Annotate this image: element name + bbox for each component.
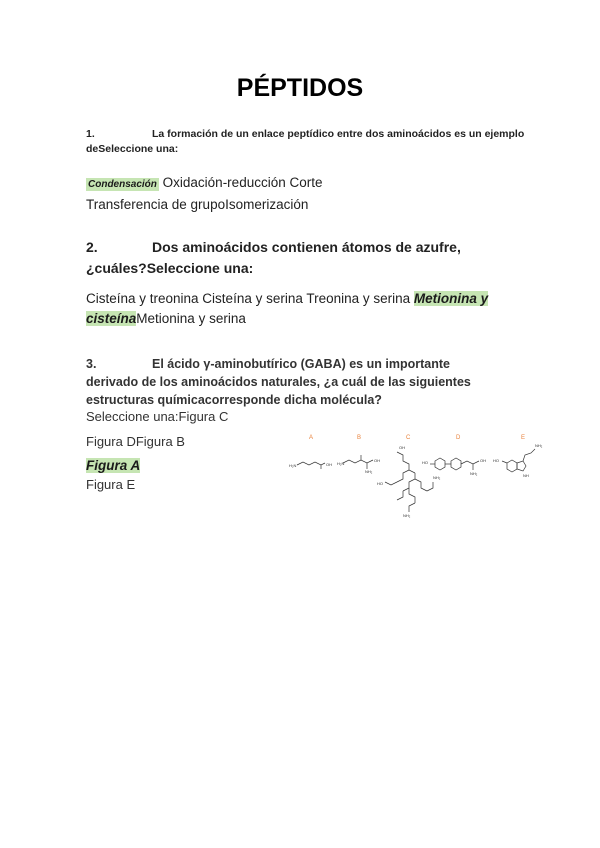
- svg-text:OH: OH: [326, 462, 332, 467]
- svg-text:H₂N: H₂N: [337, 461, 345, 466]
- question-text: Dos aminoácidos contienen átomos de azufre,: [152, 239, 461, 255]
- svg-text:H₂N: H₂N: [289, 463, 297, 468]
- svg-text:NH₂: NH₂: [365, 469, 373, 474]
- answer-options-2: [86, 289, 526, 329]
- structure-d: [430, 458, 479, 470]
- answer-option[interactable]: Oxidación-reducción Corte: [158, 175, 323, 190]
- question-text-cont: ¿cuáles?Seleccione una:: [86, 260, 254, 276]
- svg-text:NH₂: NH₂: [433, 475, 441, 480]
- svg-text:HO: HO: [493, 458, 499, 463]
- question-text: La formación de un enlace peptídico entre dos aminoácidos es un ejemplo deSeleccione una:: [86, 128, 525, 155]
- question-text: El ácido γ-aminobutírico (GABA) es un importante: [152, 357, 450, 371]
- structure-b: [343, 455, 373, 469]
- figure-label-e: E: [521, 435, 526, 441]
- answer-option[interactable]: Seleccione una:Figura C: [86, 409, 229, 424]
- svg-text:HO: HO: [377, 481, 383, 486]
- structure-e: [502, 449, 535, 472]
- correct-answer[interactable]: Metionina y: [413, 291, 489, 306]
- question-number: 2.: [86, 239, 98, 255]
- svg-text:OH: OH: [374, 458, 380, 463]
- structure-a: [297, 462, 325, 469]
- answer-option[interactable]: Figura E: [86, 477, 136, 492]
- figure-label-d: D: [456, 435, 461, 441]
- svg-text:NH₂: NH₂: [535, 443, 543, 448]
- question-number: 1.: [86, 128, 95, 140]
- answer-option[interactable]: Cisteína y treonina Cisteína y serina Treonina y serina: [86, 291, 414, 306]
- correct-answer-cont[interactable]: cisteína: [86, 311, 137, 326]
- figure-label-b: B: [357, 435, 362, 441]
- answer-option[interactable]: Metionina y serina: [136, 311, 246, 326]
- question-2: [86, 237, 526, 279]
- answer-options-1: [86, 173, 526, 215]
- answer-option[interactable]: Figura DFigura B: [86, 434, 185, 449]
- answer-option[interactable]: Transferencia de grupoIsomerización: [86, 197, 309, 212]
- svg-text:OH: OH: [399, 445, 405, 450]
- svg-text:NH₂: NH₂: [470, 471, 478, 476]
- correct-answer-label: Figura A: [86, 458, 141, 473]
- correct-answer[interactable]: [86, 458, 140, 473]
- correct-answer[interactable]: Condensación: [88, 179, 157, 190]
- question-text-cont: derivado de los aminoácidos naturales, ¿a cuál de las siguientes: [86, 375, 471, 389]
- question-1: [86, 127, 526, 157]
- question-3: [86, 355, 526, 409]
- chemical-structures-figure: [285, 427, 545, 527]
- figure-label-c: C: [406, 435, 411, 441]
- question-number: 3.: [86, 357, 97, 371]
- svg-text:NH₂: NH₂: [403, 513, 411, 518]
- figure-label-a: A: [309, 435, 314, 441]
- svg-text:NH: NH: [523, 473, 529, 478]
- question-text-cont: estructuras químicacorresponde dicha molécula?: [86, 393, 382, 407]
- svg-text:OH: OH: [480, 458, 486, 463]
- svg-text:HO: HO: [422, 460, 428, 465]
- page-title: PÉPTIDOS: [236, 74, 364, 102]
